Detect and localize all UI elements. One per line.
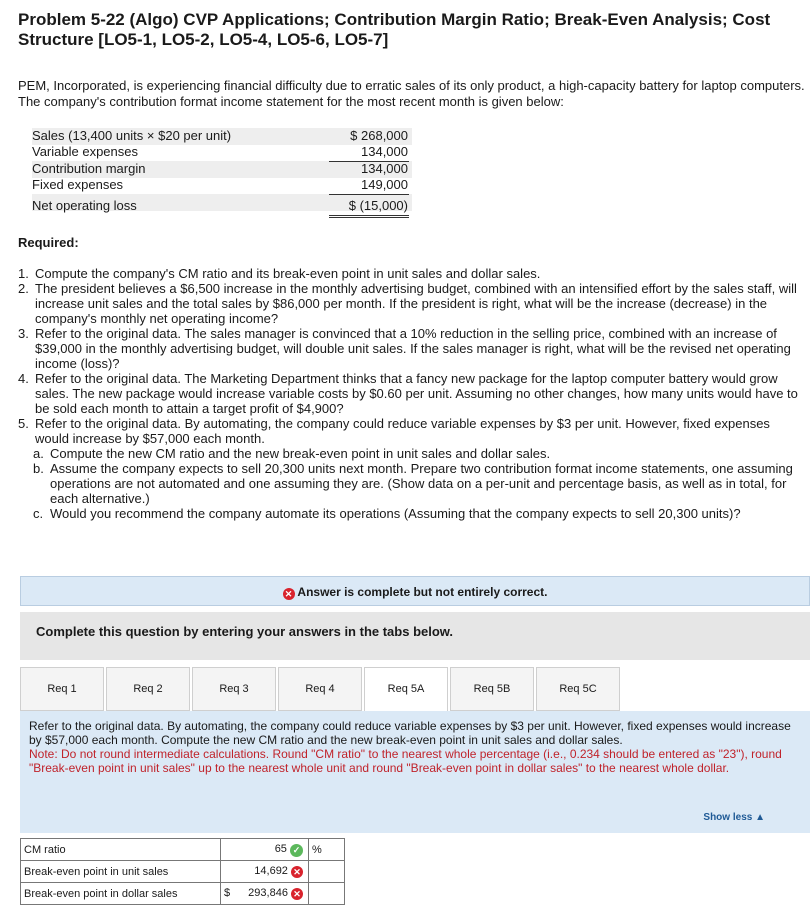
x-icon: ✕ xyxy=(291,888,303,900)
is-row-fixed xyxy=(32,177,412,193)
rule-line xyxy=(329,194,409,195)
x-icon: ✕ xyxy=(291,866,303,878)
sub-question-item xyxy=(33,446,806,461)
answer-value[interactable]: 65 xyxy=(274,843,287,855)
tab-panel xyxy=(20,711,810,833)
question-text: Refer to the original data. The sales manager is convinced that a 10% reduction in the selling price, combined with an increase of $39,000 in the monthly advertising budget, will double unit sales. If the sales manager is right, what will be the revised net operating income (loss)? xyxy=(35,326,791,371)
tab-req-5b[interactable]: Req 5B xyxy=(450,667,534,711)
banner-text: Answer is complete but not entirely correct. xyxy=(297,585,548,599)
answer-unit xyxy=(309,861,345,883)
instruction-text: Complete this question by entering your answers in the tabs below. xyxy=(36,624,454,639)
instruction-box xyxy=(20,612,810,660)
answer-table xyxy=(20,838,345,905)
table-row xyxy=(21,861,345,883)
tab-req-5a[interactable]: Req 5A xyxy=(364,667,448,712)
double-rule xyxy=(329,215,409,218)
tab-req-4[interactable]: Req 4 xyxy=(278,667,362,711)
tab-req-5c[interactable]: Req 5C xyxy=(536,667,620,711)
question-text: Refer to the original data. The Marketing Department thinks that a fancy new package for the laptop computer battery would grow sales. The new package would increase variable costs by $0.60 per unit. Assuming no other changes, how many units would have to be sold each month to attain a target profit of $4,900? xyxy=(35,371,798,416)
page-title: Problem 5-22 (Algo) CVP Applications; Contribution Margin Ratio; Break-Even Analysis; Cost Structure [LO5-1, LO5-2, LO5-4, LO5-6, LO5-7] xyxy=(18,10,771,49)
sub-question-text: Compute the new CM ratio and the new break-even point in unit sales and dollar sales. xyxy=(50,446,551,461)
answer-cell[interactable] xyxy=(221,883,309,905)
question-item xyxy=(18,326,806,371)
panel-text: Refer to the original data. By automating, the company could reduce variable expenses by $3 per unit. However, fixed expenses would increase by $57,000 each month. Compute the new CM ratio and the new break-even point in unit sales and dollar sales. xyxy=(29,719,791,747)
sub-question-text: Assume the company expects to sell 20,300 units next month. Prepare two contribution format income statements, one assuming operations are not automated and one assuming they are. (Show data on a per-unit and percentage basis, as well as in total, for each alternative.) xyxy=(50,461,793,506)
answer-unit: % xyxy=(309,839,345,861)
question-number: 4. xyxy=(18,371,29,386)
show-less-label: Show less xyxy=(703,812,753,823)
sub-question-letter: c. xyxy=(33,506,44,521)
is-value: 149,000 xyxy=(361,177,408,192)
is-value: 134,000 xyxy=(361,144,408,159)
answer-label: Break-even point in unit sales xyxy=(21,861,221,883)
sub-question-letter: a. xyxy=(33,446,44,461)
question-number: 5. xyxy=(18,416,29,431)
is-label: Sales (13,400 units × $20 per unit) xyxy=(32,128,232,143)
required-heading: Required: xyxy=(18,235,79,250)
sub-question-text: Would you recommend the company automate its operations (Assuming that the company expects to sell 20,300 units)? xyxy=(50,506,741,521)
answer-cell[interactable] xyxy=(221,861,309,883)
answer-cell[interactable] xyxy=(221,839,309,861)
question-list xyxy=(18,266,806,521)
tab-req-2[interactable]: Req 2 xyxy=(106,667,190,711)
question-number: 1. xyxy=(18,266,29,281)
intro-text: PEM, Incorporated, is experiencing financial difficulty due to erratic sales of its only product, a high-capacity battery for laptop computers. The company's contribution format income statement for the most recent month is given below: xyxy=(18,78,805,109)
dollar-prefix: $ xyxy=(224,887,231,899)
sub-question-item xyxy=(33,461,806,506)
question-number: 2. xyxy=(18,281,29,296)
answer-label: Break-even point in dollar sales xyxy=(21,883,221,905)
question-text: Compute the company's CM ratio and its break-even point in unit sales and dollar sales. xyxy=(35,266,541,281)
question-item xyxy=(18,266,806,281)
is-label: Net operating loss xyxy=(32,198,137,213)
is-row-variable xyxy=(32,144,412,160)
answer-status-banner xyxy=(20,576,810,606)
question-item xyxy=(18,281,806,326)
is-label: Variable expenses xyxy=(32,144,138,159)
question-item xyxy=(18,371,806,416)
x-icon: ✕ xyxy=(283,588,295,600)
is-row-net xyxy=(32,198,412,214)
answer-unit xyxy=(309,883,345,905)
tab-req-1[interactable]: Req 1 xyxy=(20,667,104,711)
question-text: The president believes a $6,500 increase in the monthly advertising budget, combined with an intensified effort by the sales staff, will increase unit sales and the total sales by $86,000 per month. If the president is right, what will be the increase (decrease) in the company's monthly net operating income? xyxy=(35,281,797,326)
table-row xyxy=(21,883,345,905)
panel-note: Note: Do not round intermediate calculations. Round "CM ratio" to the nearest whole percentage (i.e., 0.234 should be entered as "23"), round "Break-even point in unit sales" up to the nearest whole unit and round "Break-even point in dollar sales" to the nearest whole dollar. xyxy=(29,747,782,775)
sub-question-letter: b. xyxy=(33,461,44,476)
question-number: 3. xyxy=(18,326,29,341)
is-label: Fixed expenses xyxy=(32,177,124,192)
is-row-cm xyxy=(32,161,412,177)
answer-value[interactable]: 14,692 xyxy=(254,865,288,877)
triangle-up-icon: ▲ xyxy=(755,812,765,823)
show-less-link[interactable] xyxy=(703,812,765,823)
checkmark-icon: ✓ xyxy=(290,844,303,857)
is-value: 134,000 xyxy=(361,161,408,176)
sub-question-item xyxy=(33,506,806,521)
is-label: Contribution margin xyxy=(32,161,146,176)
question-item xyxy=(18,416,806,446)
is-value: $ (15,000) xyxy=(348,198,408,213)
answer-label: CM ratio xyxy=(21,839,221,861)
tab-req-3[interactable]: Req 3 xyxy=(192,667,276,711)
is-value: $ 268,000 xyxy=(350,128,408,143)
table-row xyxy=(21,839,345,861)
answer-value[interactable]: 293,846 xyxy=(248,887,288,899)
question-text: Refer to the original data. By automating, the company could reduce variable expenses by $3 per unit. However, fixed expenses would increase by $57,000 each month. xyxy=(35,416,770,446)
is-row-sales xyxy=(32,128,412,144)
